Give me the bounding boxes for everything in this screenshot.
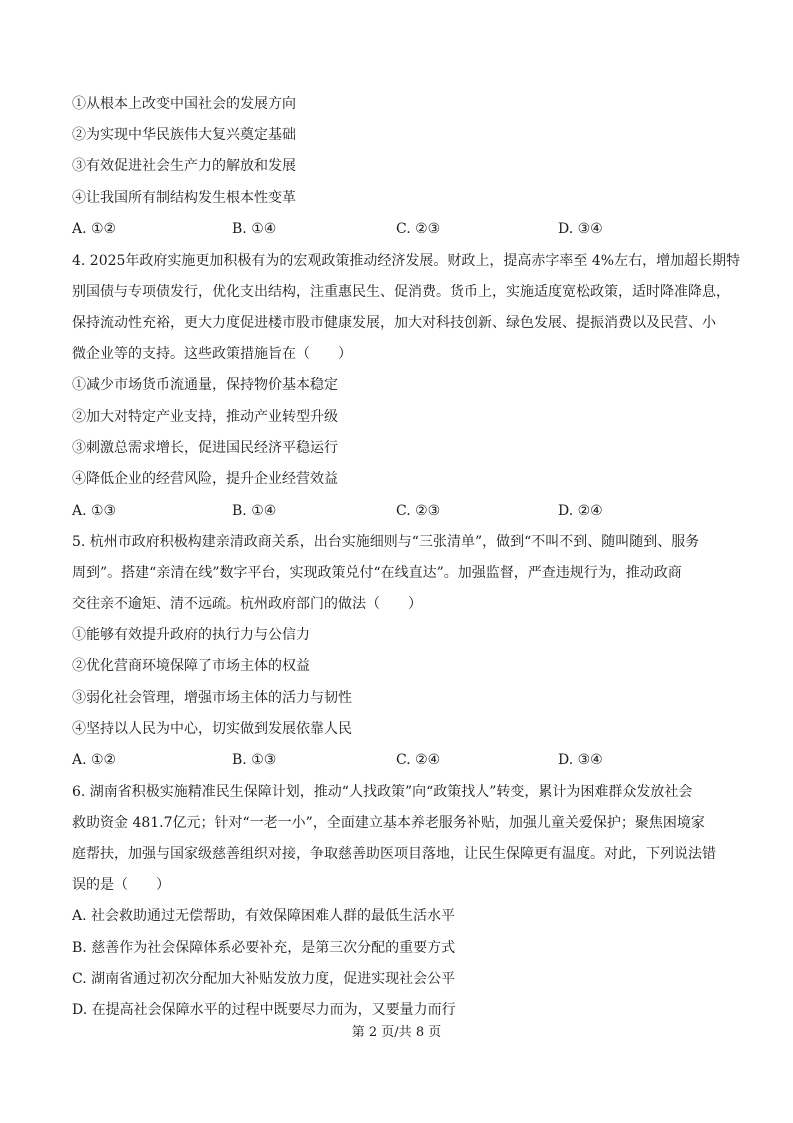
q5-option-d: D. ③④ <box>558 752 603 768</box>
q6-stem-line-1: 6. 湖南省积极实施精准民生保障计划，推动“人找政策”向“政策找人”转变，累计为困难群众发放社会 <box>72 784 693 800</box>
q6-choice-a: A. 社会救助通过无偿帮助，有效保障困难人群的最低生活水平 <box>72 908 456 924</box>
q6-choice-d: D. 在提高社会保障水平的过程中既要尽力而为，又要量力而行 <box>72 1002 456 1018</box>
q4-option-c: C. ②③ <box>396 503 441 519</box>
q5-option-a: A. ①② <box>72 752 117 768</box>
q3-item-1: ①从根本上改变中国社会的发展方向 <box>72 96 296 112</box>
q4-stem-line-4: 微企业等的支持。这些政策措施旨在（ ） <box>72 346 352 362</box>
q4-item-3: ③刺激总需求增长，促进国民经济平稳运行 <box>72 440 338 456</box>
q4-stem-line-3: 保持流动性充裕，更大力度促进楼市股市健康发展，加大对科技创新、绿色发展、提振消费以及民营、小 <box>72 315 716 331</box>
q3-item-4: ④让我国所有制结构发生根本性变革 <box>72 190 296 206</box>
q4-option-d: D. ②④ <box>558 503 603 519</box>
q3-option-c: C. ②③ <box>396 221 441 237</box>
page-number: 第 2 页/共 8 页 <box>351 1025 442 1040</box>
q4-item-2: ②加大对特定产业支持，推动产业转型升级 <box>72 409 338 425</box>
q3-item-2: ②为实现中华民族伟大复兴奠定基础 <box>72 127 296 143</box>
q5-item-4: ④坚持以人民为中心，切实做到发展依靠人民 <box>72 721 352 737</box>
q3-option-a: A. ①② <box>72 221 117 237</box>
q5-stem-line-2: 周到”。搭建“亲清在线”数字平台，实现政策兑付“在线直达”。加强监督，严查违规行为，推动政商 <box>72 565 682 581</box>
q5-item-1: ①能够有效提升政府的执行力与公信力 <box>72 627 310 643</box>
q4-option-a: A. ①③ <box>72 503 117 519</box>
q4-options <box>72 501 732 521</box>
q5-options <box>72 750 732 770</box>
q5-option-b: B. ①③ <box>232 752 277 768</box>
q6-stem-line-2: 救助资金 481.7亿元；针对“一老一小”，全面建立基本养老服务补贴，加强儿童关爱保护；聚焦困境家 <box>72 815 705 831</box>
q3-option-b: B. ①④ <box>232 221 277 237</box>
q4-stem-line-1: 4. 2025年政府实施更加积极有为的宏观政策推动经济发展。财政上，提高赤字率至 4%左右，增加超长期特 <box>72 253 741 269</box>
q6-choice-c: C. 湖南省通过初次分配加大补贴发放力度，促进实现社会公平 <box>72 971 456 987</box>
q3-option-d: D. ③④ <box>558 221 603 237</box>
q3-options <box>72 219 732 239</box>
q6-choice-b: B. 慈善作为社会保障体系必要补充，是第三次分配的重要方式 <box>72 940 456 956</box>
q5-option-c: C. ②④ <box>396 752 441 768</box>
q5-stem-line-3: 交往亲不逾矩、清不远疏。杭州政府部门的做法（ ） <box>72 596 422 612</box>
q5-item-2: ②优化营商环境保障了市场主体的权益 <box>72 658 310 674</box>
q4-option-b: B. ①④ <box>232 503 277 519</box>
q5-stem-line-1: 5. 杭州市政府积极构建亲清政商关系，出台实施细则与“三张清单”，做到“不叫不到、随叫随到、服务 <box>72 534 700 550</box>
q4-item-4: ④降低企业的经营风险，提升企业经营效益 <box>72 471 338 487</box>
q3-item-3: ③有效促进社会生产力的解放和发展 <box>72 158 296 174</box>
q6-stem-line-3: 庭帮扶，加强与国家级慈善组织对接，争取慈善助医项目落地，让民生保障更有温度。对此，下列说法错 <box>72 846 716 862</box>
q6-stem-line-4: 误的是（ ） <box>72 877 170 893</box>
q4-stem-line-2: 别国债与专项债发行，优化支出结构，注重惠民生、促消费。货币上，实施适度宽松政策，适时降准降息， <box>72 284 730 300</box>
q4-item-1: ①减少市场货币流通量，保持物价基本稳定 <box>72 377 338 393</box>
q5-item-3: ③弱化社会管理，增强市场主体的活力与韧性 <box>72 690 352 706</box>
